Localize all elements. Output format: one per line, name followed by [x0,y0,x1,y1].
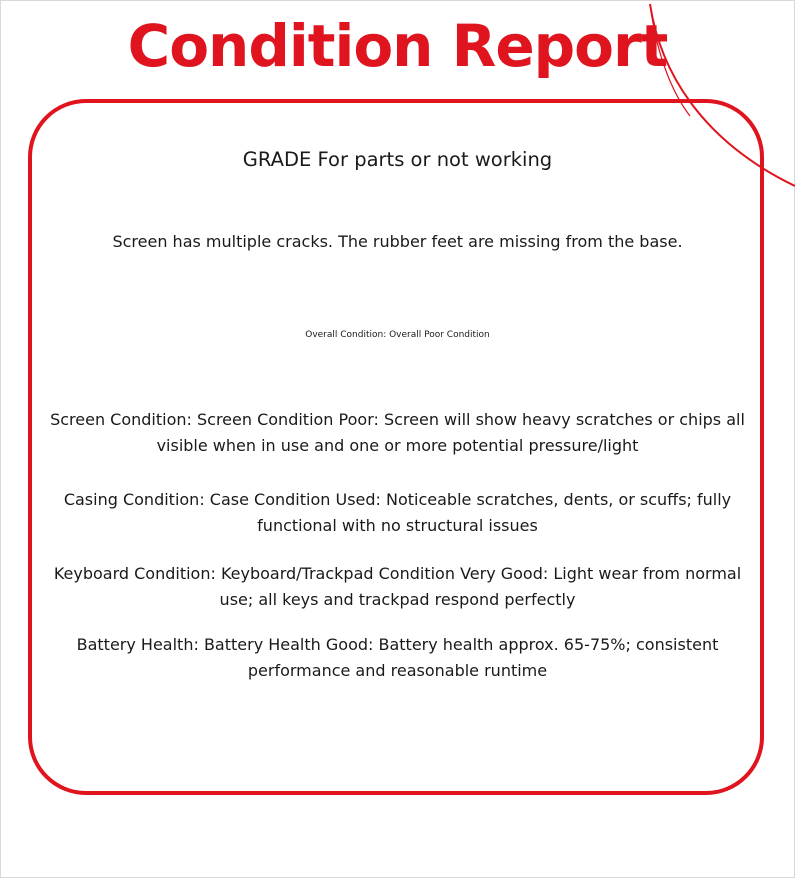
screen-condition: Screen Condition: Screen Condition Poor: Screen will show heavy scratches or chips all visible when in use and one or more potential pressure/light [50,410,745,455]
grade-text: GRADE For parts or not working [242,148,553,171]
battery-health: Battery Health: Battery Health Good: Battery health approx. 65-75%; consistent performance and reasonable runtime [76,635,719,680]
overall-condition: Overall Condition: Overall Poor Condition [305,330,490,340]
casing-condition: Casing Condition: Case Condition Used: Noticeable scratches, dents, or scuffs; fully functional with no structural issues [63,490,732,535]
condition-notes: Screen has multiple cracks. The rubber feet are missing from the base. [112,232,683,251]
report-title: Condition Report [127,12,668,80]
keyboard-condition: Keyboard Condition: Keyboard/Trackpad Condition Very Good: Light wear from normal use; all keys and trackpad respond perfectly [53,564,742,609]
